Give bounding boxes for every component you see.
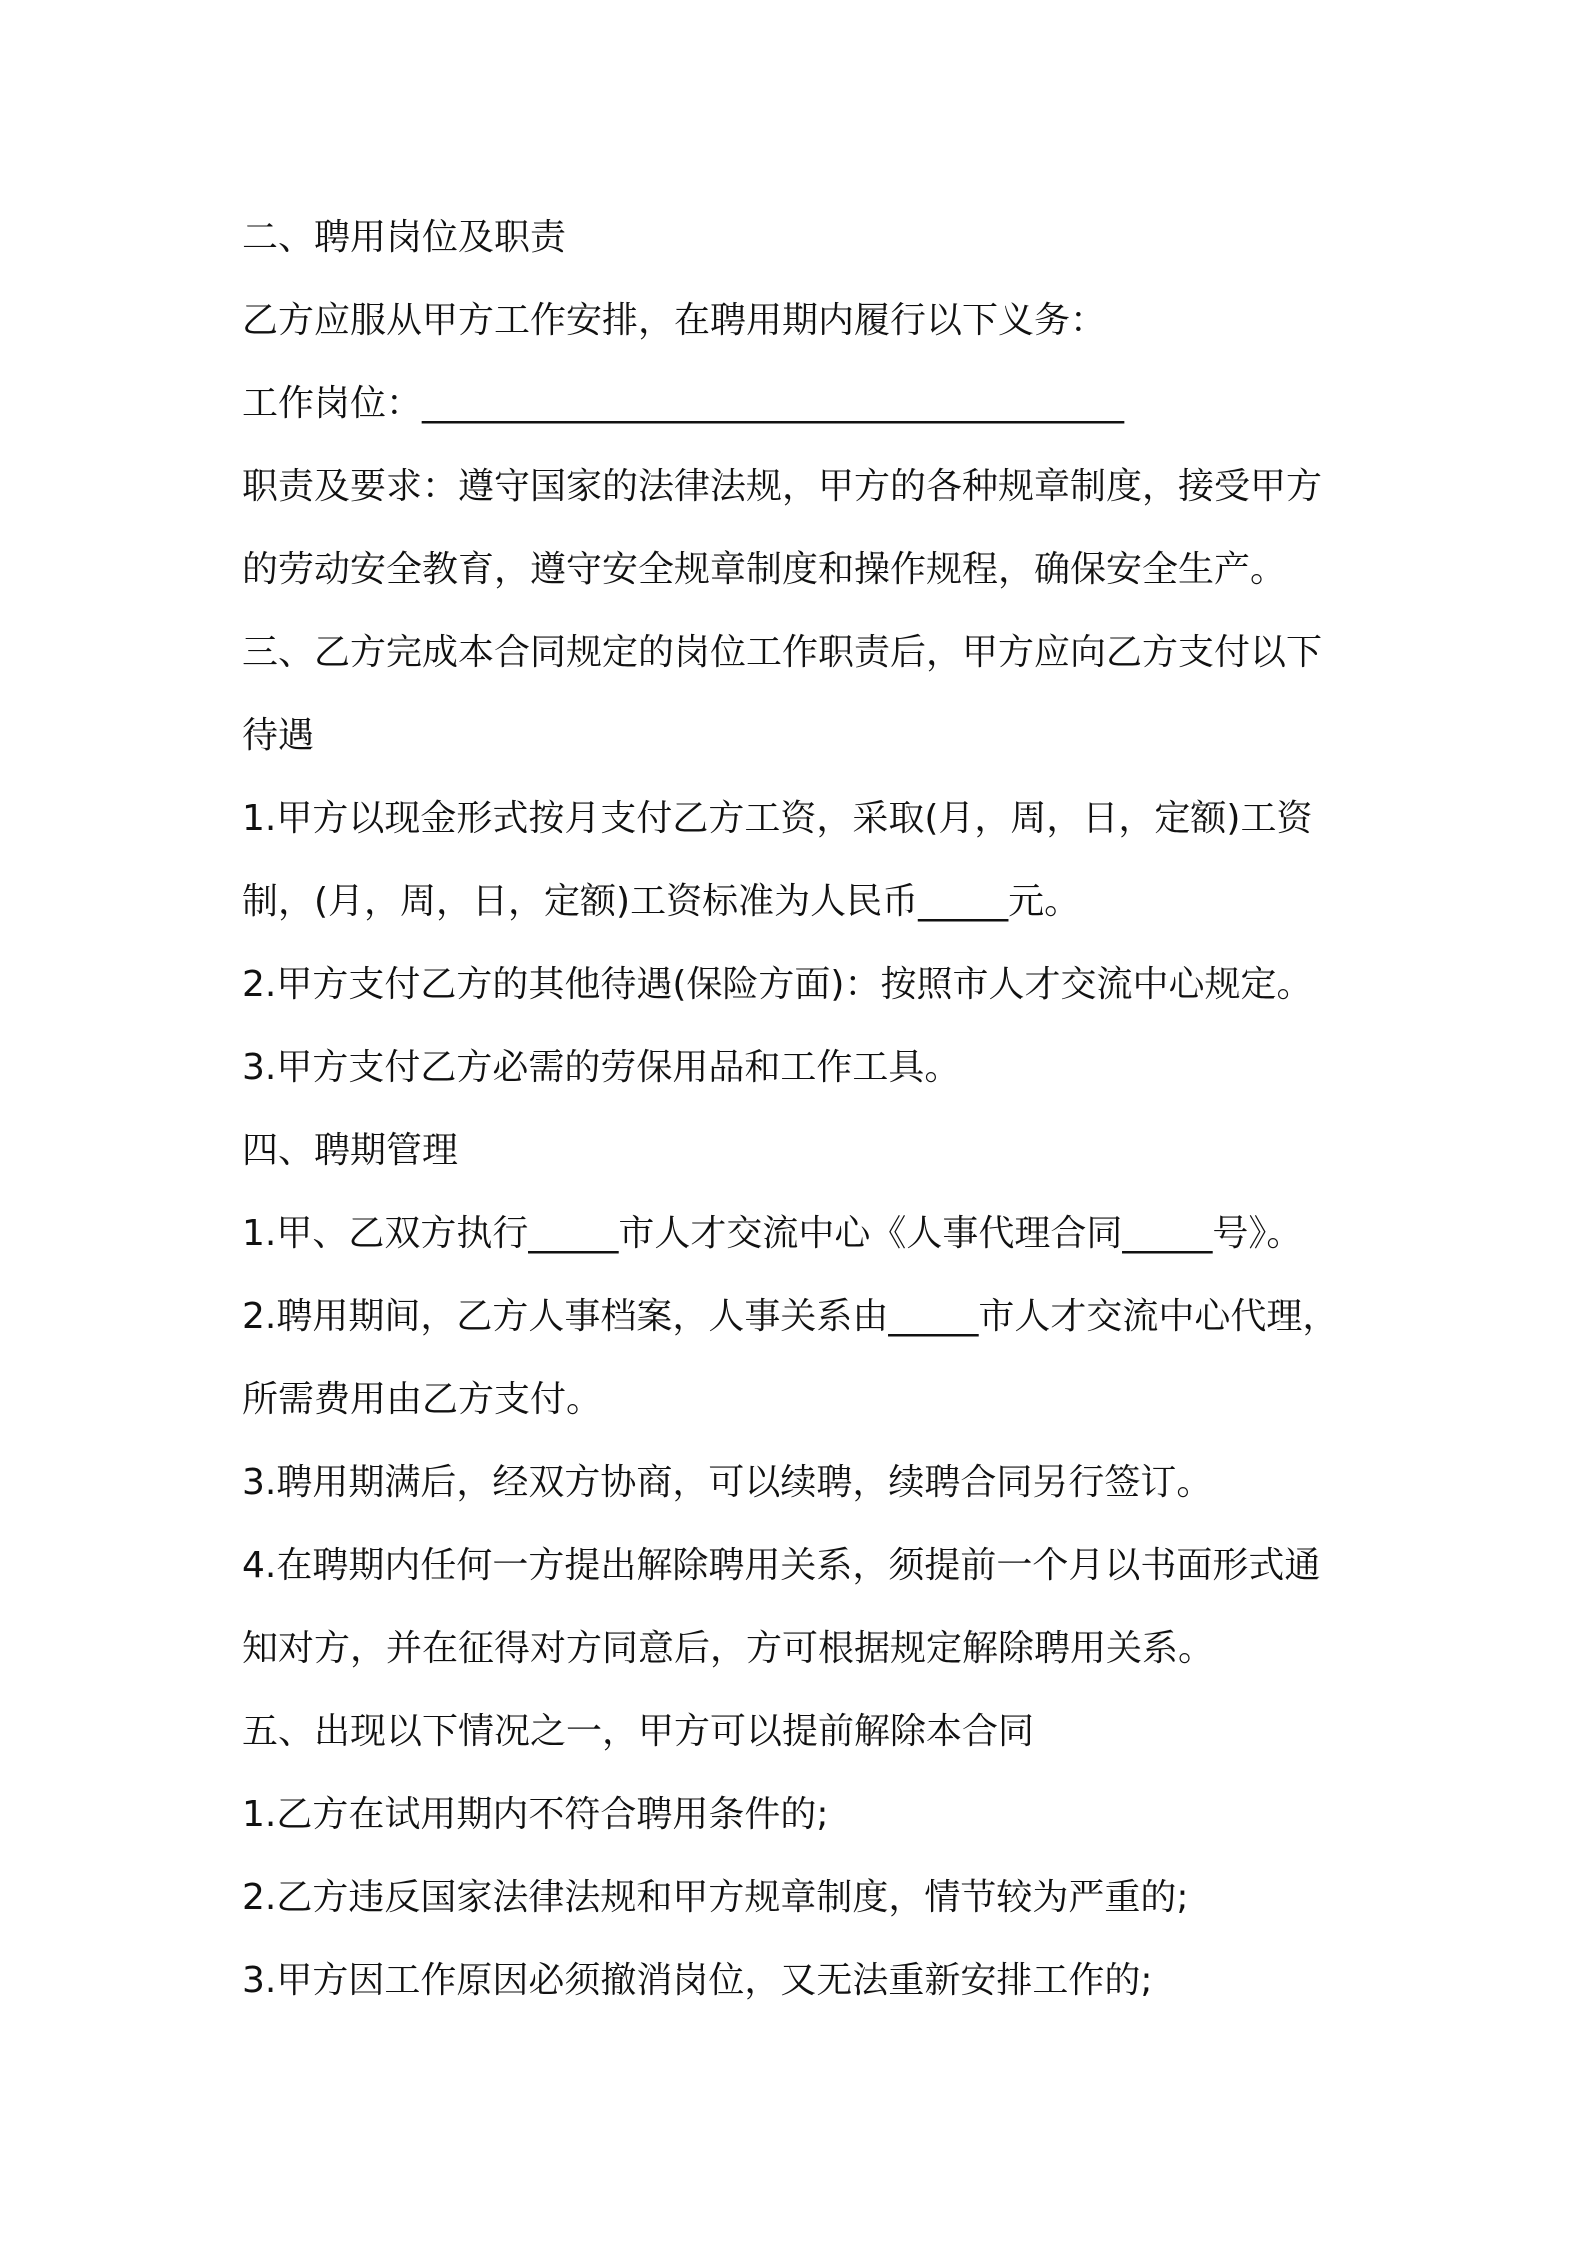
list-item: 知对方，并在征得对方同意后，方可根据规定解除聘用关系。 <box>242 1628 1215 1669</box>
list-item: 3.甲方支付乙方必需的劳保用品和工作工具。 <box>242 1047 961 1088</box>
list-item: 3.聘用期满后，经双方协商，可以续聘，续聘合同另行签订。 <box>242 1462 1213 1503</box>
section-heading-4: 四、聘期管理 <box>242 1130 459 1171</box>
document-body <box>242 196 1367 2022</box>
list-item: 4.在聘期内任何一方提出解除聘用关系，须提前一个月以书面形式通 <box>242 1545 1321 1586</box>
list-item: 1.甲、乙双方执行_____市人才交流中心《人事代理合同_____号》。 <box>242 1213 1303 1254</box>
list-item: 所需费用由乙方支付。 <box>242 1379 603 1420</box>
section-heading-5: 五、出现以下情况之一，甲方可以提前解除本合同 <box>242 1711 1035 1752</box>
section-heading-2: 二、聘用岗位及职责 <box>242 217 567 258</box>
list-item: 2.甲方支付乙方的其他待遇(保险方面)：按照市人才交流中心规定。 <box>242 964 1313 1005</box>
job-position-line: 工作岗位：_______________________________________ <box>242 383 1125 424</box>
list-item: 制，(月，周，日，定额)工资标准为人民币_____元。 <box>242 881 1081 922</box>
paragraph-line: 的劳动安全教育，遵守安全规章制度和操作规程，确保安全生产。 <box>242 549 1287 590</box>
paragraph-line: 待遇 <box>242 715 315 756</box>
list-item: 1.甲方以现金形式按月支付乙方工资，采取(月，周，日，定额)工资 <box>242 798 1313 839</box>
list-item: 2.聘用期间，乙方人事档案，人事关系由_____市人才交流中心代理， <box>242 1296 1339 1337</box>
paragraph-line: 职责及要求：遵守国家的法律法规，甲方的各种规章制度，接受甲方 <box>242 466 1323 507</box>
list-item: 3.甲方因工作原因必须撤消岗位，又无法重新安排工作的; <box>242 1960 1153 2001</box>
paragraph-line: 乙方应服从甲方工作安排，在聘用期内履行以下义务： <box>242 300 1107 341</box>
list-item: 1.乙方在试用期内不符合聘用条件的; <box>242 1794 829 1835</box>
section-heading-3: 三、乙方完成本合同规定的岗位工作职责后，甲方应向乙方支付以下 <box>242 632 1323 673</box>
list-item: 2.乙方违反国家法律法规和甲方规章制度，情节较为严重的; <box>242 1877 1189 1918</box>
